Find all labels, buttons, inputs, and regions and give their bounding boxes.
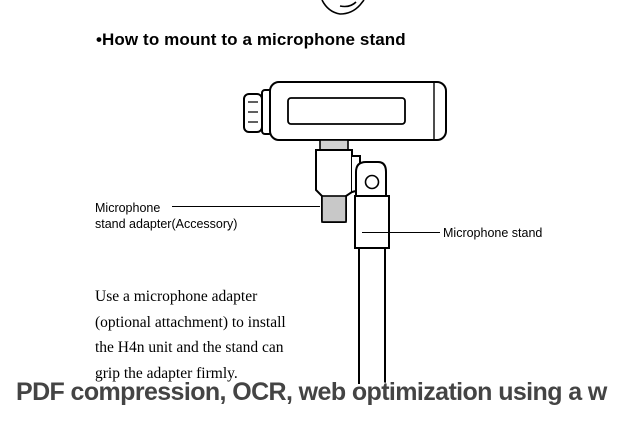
recorder-unit: [244, 82, 446, 140]
instruction-paragraph: [95, 284, 325, 386]
adapter-label-line1: Microphone: [95, 201, 161, 215]
stand-pole: [359, 248, 385, 384]
partial-device-top: [322, 0, 364, 14]
watermark-banner: PDF compression, OCR, web optimization using a w: [16, 378, 607, 406]
instruction-line: Use a microphone adapter: [95, 288, 258, 305]
adapter-callout-label: [95, 200, 237, 232]
instruction-line: grip the adapter firmly.: [95, 364, 238, 382]
adapter-label-line2: stand adapter(Accessory): [95, 217, 238, 231]
stand-clip: [355, 162, 389, 248]
section-heading: •How to mount to a microphone stand: [96, 30, 406, 49]
stand-adapter: [316, 150, 360, 222]
stand-callout-label: Microphone stand: [443, 226, 543, 240]
instruction-line: (optional attachment) to install: [95, 313, 286, 331]
instruction-line: the H4n unit and the stand can: [95, 339, 284, 356]
